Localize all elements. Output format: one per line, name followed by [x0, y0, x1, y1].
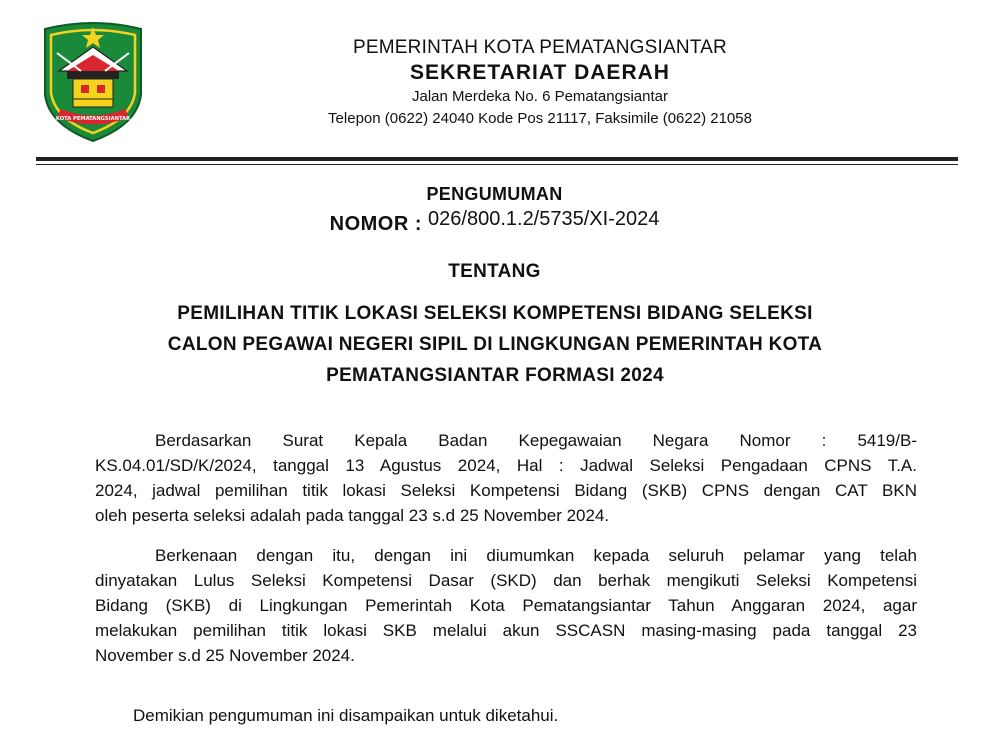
city-emblem-logo	[37, 13, 149, 145]
paragraph-line: dinyatakan Lulus Seleksi Kompetensi Dasar (SKD) dan berhak mengikuti Seleksi Kompetensi	[95, 571, 917, 590]
paragraph-line: oleh peserta seleksi adalah pada tanggal 23 s.d 25 November 2024.	[95, 506, 610, 525]
body-paragraph-1	[95, 428, 917, 528]
paragraph-line: Berdasarkan Surat Kepala Badan Kepegawaian Negara Nomor : 5419/B-	[155, 431, 917, 450]
paragraph-line: November s.d 25 November 2024.	[95, 646, 355, 665]
logo-ribbon-text: KOTA PEMATANGSIANTAR	[55, 116, 131, 122]
document-type: PENGUMUMAN	[426, 184, 563, 204]
office-address: Jalan Merdeka No. 6 Pematangsiantar	[412, 88, 668, 105]
paragraph-line: Berkenaan dengan itu, dengan ini diumumkan kepada seluruh pelamar yang telah	[155, 546, 917, 565]
letterhead	[160, 36, 920, 130]
paragraph-line: Bidang (SKB) di Lingkungan Pemerintah Kota Pematangsiantar Tahun Anggaran 2024, agar	[95, 596, 917, 615]
subject-line: PEMATANGSIANTAR FORMASI 2024	[326, 365, 664, 386]
office-contact: Telepon (0622) 24040 Kode Pos 21117, Faksimile (0622) 21058	[328, 110, 752, 127]
paragraph-line: KS.04.01/SD/K/2024, tanggal 13 Agustus 2024, Hal : Jadwal Seleksi Pengadaan CPNS T.A.	[95, 456, 917, 475]
number-label: NOMOR :	[329, 213, 423, 235]
subject-line: PEMILIHAN TITIK LOKASI SELEKSI KOMPETENSI BIDANG SELEKSI	[177, 303, 813, 324]
announcement-subject	[90, 298, 900, 391]
about-label: TENTANG	[448, 261, 541, 282]
office-name: SEKRETARIAT DAERAH	[410, 61, 670, 84]
body-paragraph-2	[95, 543, 917, 668]
number-value: 026/800.1.2/5735/XI-2024	[428, 208, 660, 230]
letterhead-rule-thin	[36, 164, 958, 165]
government-name: PEMERINTAH KOTA PEMATANGSIANTAR	[353, 37, 727, 58]
paragraph-line: 2024, jadwal pemilihan titik lokasi Seleksi Kompetensi Bidang (SKB) CPNS dengan CAT BKN	[95, 481, 917, 500]
paragraph-line: melakukan pemilihan titik lokasi SKB melalui akun SSCASN masing-masing pada tanggal 23	[95, 621, 917, 640]
subject-line: CALON PEGAWAI NEGERI SIPIL DI LINGKUNGAN PEMERINTAH KOTA	[167, 334, 823, 355]
letterhead-rule-thick	[36, 157, 958, 161]
document-number	[0, 208, 989, 236]
closing-statement: Demikian pengumuman ini disampaikan untuk diketahui.	[133, 706, 559, 725]
